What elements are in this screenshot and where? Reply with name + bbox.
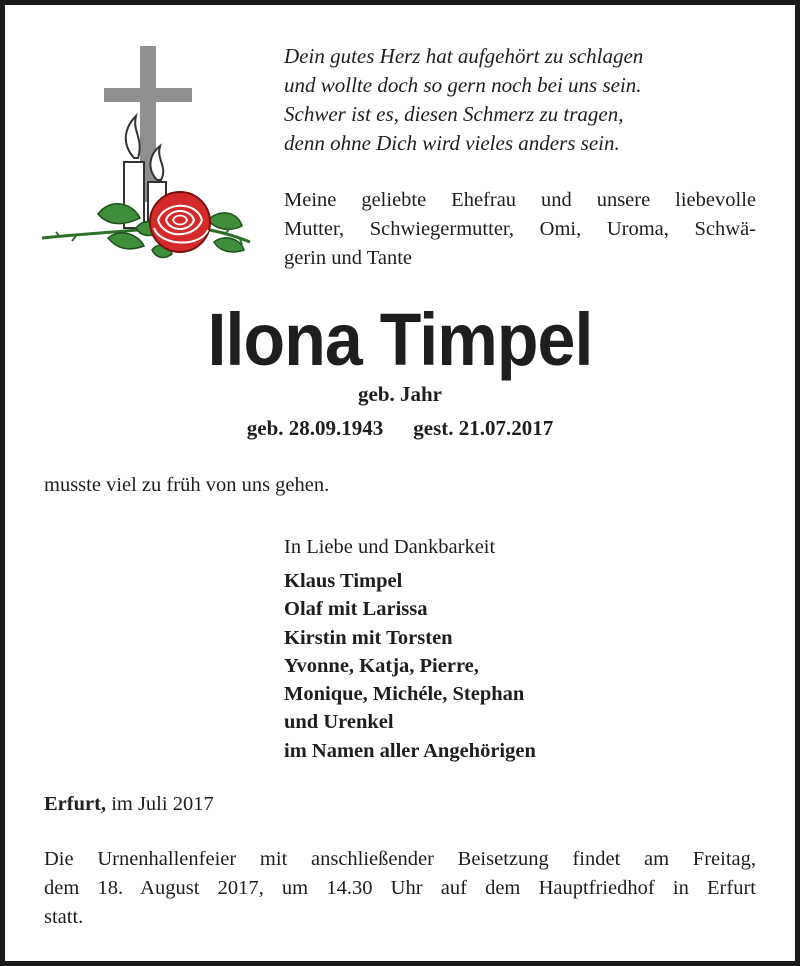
- mourner-line: Klaus Timpel: [284, 570, 403, 592]
- cross-candle-rose-emblem: [40, 42, 254, 270]
- mourners-list: [284, 567, 536, 765]
- poem-line: denn ohne Dich wird vieles anders sein.: [284, 131, 620, 155]
- maiden-name: geb. Jahr: [358, 382, 442, 406]
- place-date-line: [44, 790, 214, 818]
- memorial-poem: [284, 42, 643, 158]
- cross-horizontal-bar: [104, 88, 192, 102]
- place-date: im Juli 2017: [106, 793, 214, 815]
- leaf: [208, 213, 242, 229]
- poem-line: Schwer ist es, diesen Schmerz zu tragen,: [284, 102, 624, 126]
- life-dates: [0, 414, 800, 442]
- mourner-line: Kirstin mit Torsten: [284, 626, 453, 649]
- service-line: statt.: [44, 906, 84, 928]
- intro-line: gerin und Tante: [284, 247, 412, 269]
- death-date: gest. 21.07.2017: [413, 416, 554, 440]
- intro-line: Meine geliebte Ehefrau und unsere liebevolle: [284, 189, 756, 211]
- mourner-line: im Namen aller Angehörigen: [284, 739, 536, 762]
- poem-line: Dein gutes Herz hat aufgehört zu schlagen: [284, 44, 644, 68]
- gratitude-line: In Liebe und Dankbarkeit: [284, 536, 496, 558]
- service-line: Die Urnenhallenfeier mit anschließender Beisetzung findet am Freitag,: [44, 848, 756, 870]
- funeral-service-notice: [44, 845, 756, 932]
- mourner-line: Monique, Michéle, Stephan: [284, 683, 525, 706]
- service-line: dem 18. August 2017, um 14.30 Uhr auf dem Hauptfriedhof in Erfurt: [44, 877, 756, 899]
- leaf: [108, 233, 144, 249]
- candle-left-flame: [126, 116, 140, 158]
- birth-date: geb. 28.09.1943: [246, 416, 384, 440]
- leaving-text: musste viel zu früh von uns gehen.: [44, 474, 330, 496]
- mourner-line: Olaf mit Larissa: [284, 598, 428, 621]
- place-city: Erfurt,: [44, 793, 107, 815]
- mourner-line: und Urenkel: [284, 711, 394, 734]
- intro-line: Mutter, Schwiegermutter, Omi, Uroma, Schwä-: [284, 218, 756, 240]
- poem-line: und wollte doch so gern noch bei uns sein.: [284, 73, 642, 97]
- intro-text: [284, 186, 756, 273]
- deceased-name: Ilona Timpel: [207, 298, 593, 381]
- mourner-line: Yvonne, Katja, Pierre,: [284, 654, 479, 677]
